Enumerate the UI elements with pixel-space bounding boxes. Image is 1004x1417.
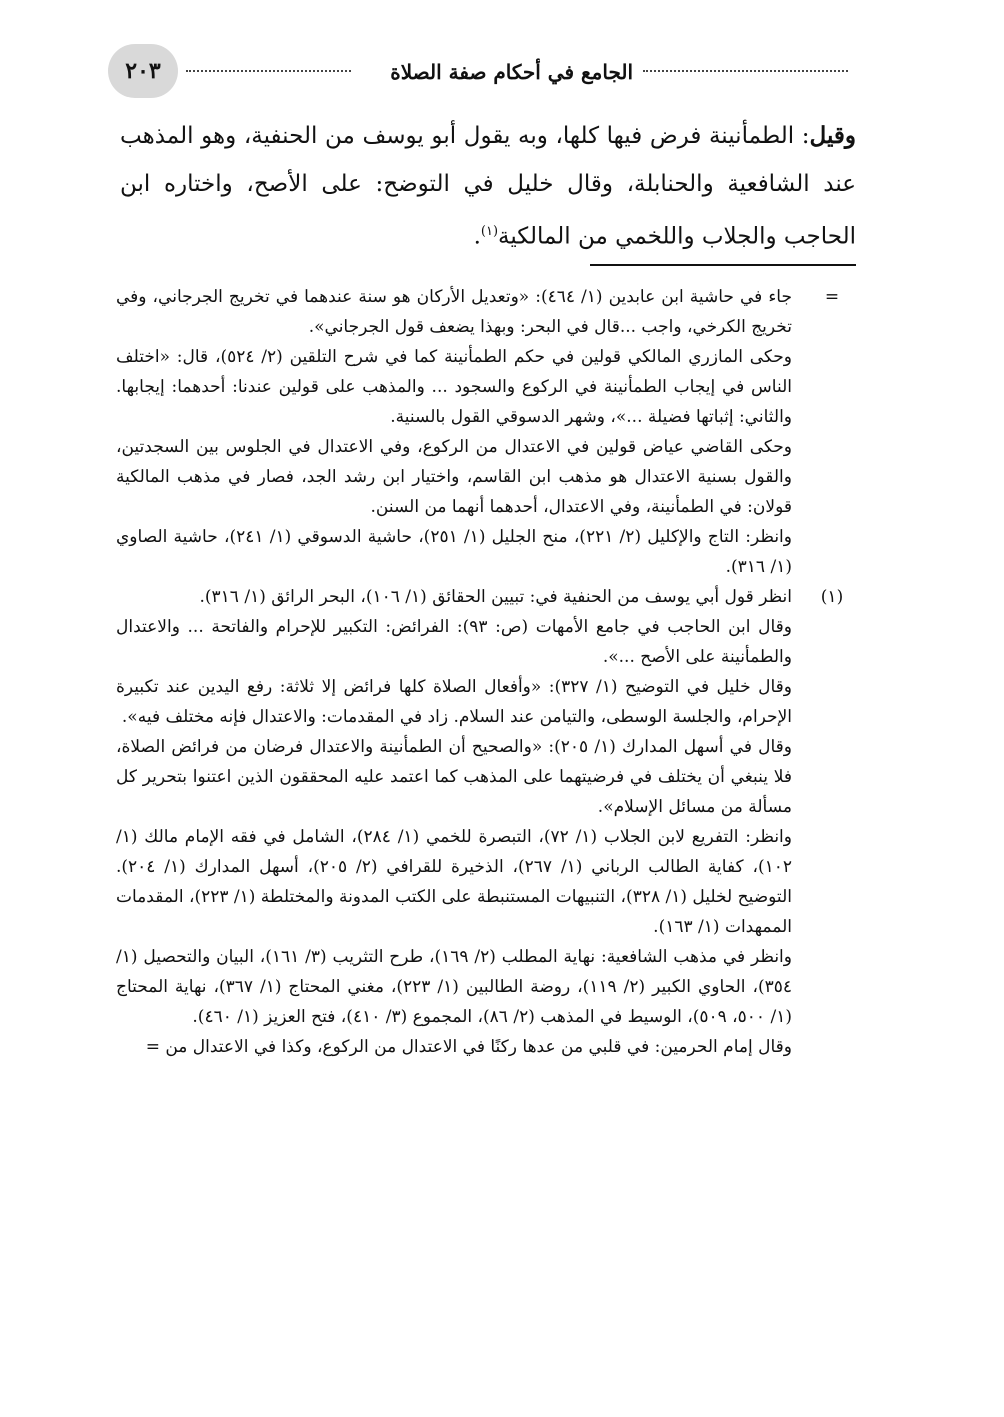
footnote-ref: (١) [480, 224, 499, 239]
running-title: الجامع في أحكام صفة الصلاة [390, 60, 633, 84]
footnotes [116, 282, 856, 1062]
footnote-last-line: وقال إمام الحرمين: في قلبي من عدها ركنًا في الاعتدال من الركوع، وكذا في الاعتدال من [165, 1037, 792, 1057]
footnote-paragraph [116, 1032, 792, 1062]
footnote-paragraph: وقال في أسهل المدارك (١/ ٢٠٥): «والصحيح أن الطمأنينة والاعتدال فرضان من فرائض الصلاة، فلا ينبغي أن يختلف في فرضيتهما على المذهب كما اعتمد عليه المحققون الذين اعتنوا بتحرير كل مسألة من مسائل الإسلام». [116, 737, 792, 817]
footnote-paragraph: وقال خليل في التوضيح (١/ ٣٢٧): «وأفعال الصلاة كلها فرائض إلا ثلاثة: رفع اليدين عند تكبيرة الإحرام، والجلسة الوسطى، والتيامن عند السلام. زاد في المقدمات: والاعتدال فإنه مختلف فيه». [116, 677, 793, 727]
page-header [108, 44, 848, 100]
footnote-paragraph: وحكى المازري المالكي قولين في حكم الطمأنينة كما في شرح التلقين (٢/ ٥٢٤)، قال: «اختلف الناس في إيجاب الطمأنينة في الركوع والسجود ... والمذهب على قولين عندنا: أحدهما: إيجابها. والثاني: إثباتها فضيلة ...»، وشهر الدسوقي القول بالسنية. [116, 347, 792, 427]
header-dots-right [643, 70, 848, 72]
footnote-paragraph: وحكى القاضي عياض قولين في الاعتدال من الركوع، وفي الاعتدال في الجلوس بين السجدتين، والقول بسنية الاعتدال هو مذهب ابن القاسم، واختيار ابن رشد الجد، فصار في مذهب المالكية قولان: في الطمأنينة، وفي الاعتدال، أحدهما أنهما من السنن. [116, 437, 792, 517]
main-text [120, 112, 856, 261]
footnote-continuation [116, 282, 856, 582]
header-dots-left [186, 70, 351, 72]
main-body: : الطمأنينة فرض فيها كلها، وبه يقول أبو يوسف من الحنفية، وهو المذهب عند الشافعية والحنابلة، وقال خليل في التوضح: على الأصح، واختاره ابن الحاجب والجلاب واللخمي من المالكية [120, 123, 856, 250]
footnote-paragraph: جاء في حاشية ابن عابدين (١/ ٤٦٤): «وتعديل الأركان هو سنة عندهما في تخريج الجرجاني، وفي تخريج الكرخي، واجب ...قال في البحر: وبهذا يضعف قول الجرجاني». [116, 287, 792, 337]
page-number: ٢٠٣ [108, 44, 178, 98]
footnote-paragraph: وانظر في مذهب الشافعية: نهاية المطلب (٢/ ١٦٩)، طرح التثريب (٣/ ١٦١)، البيان والتحصيل (١/ ٣٥٤)، الحاوي الكبير (٢/ ١١٩)، روضة الطالبين (١/ ٢٢٣)، مغني المحتاج (١/ ٣٦٧)، نهاية المحتاج (١/ ٥٠٠، ٥٠٩)، الوسيط في المذهب (٢/ ٨٦)، المجموع (٣/ ٤١٠)، فتح العزيز (١/ ٤٦٠). [116, 947, 793, 1027]
footnote-paragraph: انظر قول أبي يوسف من الحنفية في: تبيين الحقائق (١/ ١٠٦)، البحر الرائق (١/ ٣١٦). [199, 587, 792, 607]
lead-word: وقيل [809, 122, 856, 149]
footnote-paragraph: وانظر: التاج والإكليل (٢/ ٢٢١)، منح الجليل (١/ ٢٥١)، حاشية الدسوقي (١/ ٢٤١)، حاشية الصاوي (١/ ٣١٦). [116, 527, 792, 577]
main-paragraph [120, 112, 856, 261]
continued-marker: = [145, 1037, 160, 1057]
footnote-paragraph: وانظر: التفريع لابن الجلاب (١/ ٧٢)، التبصرة للخمي (١/ ٢٨٤)، الشامل في فقه الإمام مالك (١/ ١٠٢)، كفاية الطالب الرباني (١/ ٢٦٧)، الذخيرة للقرافي (٢/ ٢٠٥)، أسهل المدارك (١/ ٢٠٤). التوضيح لخليل (١/ ٣٢٨)، التنبيهات المستنبطة على الكتب المدونة والمختلطة (١/ ٢٢٣)، المقدمات الممهدات (١/ ١٦٣). [116, 827, 793, 937]
footnote-1 [116, 582, 856, 1062]
footnote-rule [590, 264, 856, 266]
continuation-marker: = [824, 287, 840, 307]
footnote-paragraph: وقال ابن الحاجب في جامع الأمهات (ص: ٩٣): الفرائض: التكبير للإحرام والفاتحة ... والاعتدال والطمأنينة على الأصح ...». [116, 617, 792, 667]
footnote-number: (١) [820, 587, 844, 607]
main-end: . [473, 223, 481, 250]
